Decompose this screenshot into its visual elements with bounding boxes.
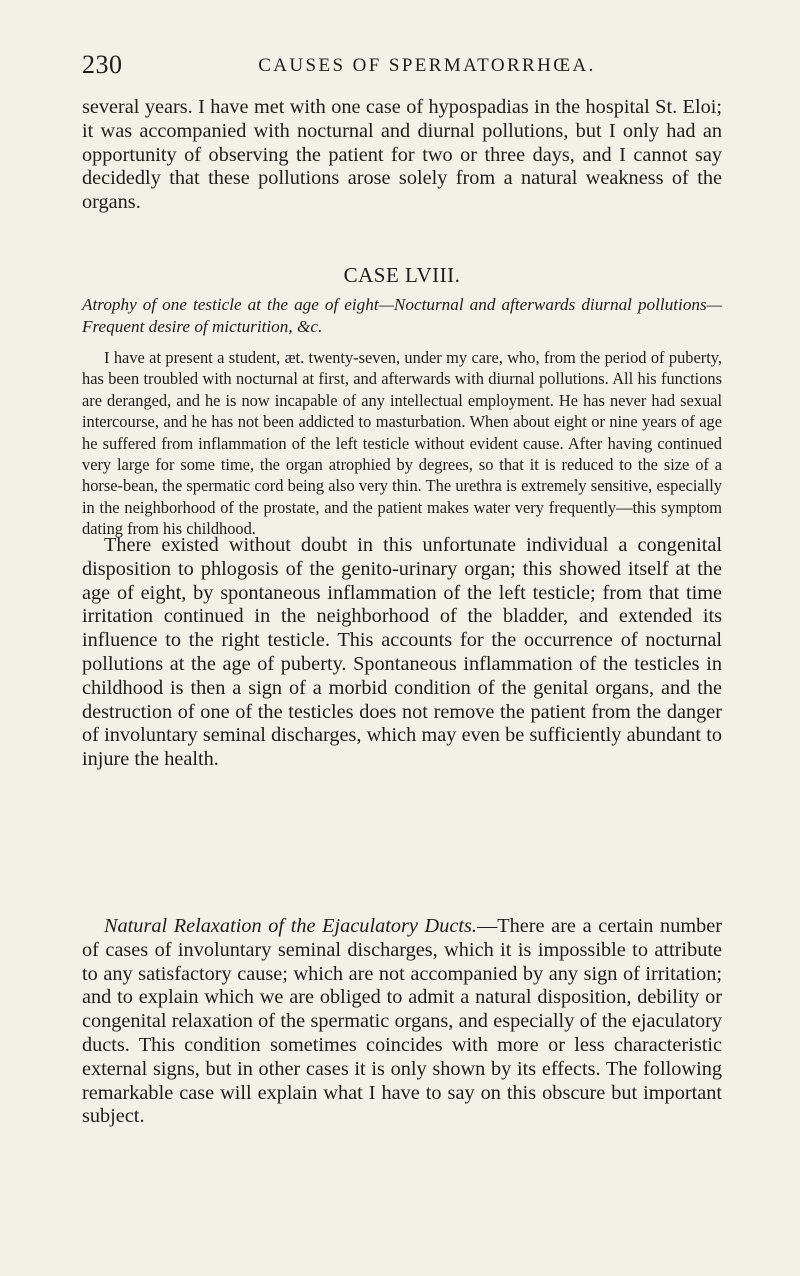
case-title: CASE LVIII.	[343, 263, 461, 287]
running-head: CAUSES OF SPERMATORRHŒA.	[258, 55, 596, 76]
page-header	[82, 50, 722, 90]
section-paragraph	[82, 915, 722, 1129]
case-report-paragraph: I have at present a student, æt. twenty-seven, under my care, who, from the period of puberty, has been troubled with nocturnal at first, and afterwards with diurnal pollutions. All his functions are deranged, and he is now incapable of any intellectual employment. He has never had sexual intercourse, and he has not been addicted to masturbation. When about eight or nine years of age he suffered from inflammation of the left testicle without evident cause. After having continued very large for some time, the organ atrophied by degrees, so that it is reduced to the size of a horse-bean, the spermatic cord being also very thin. The urethra is extremely sensitive, especially in the neighborhood of the prostate, and the patient makes water very frequently—this symptom dating from his childhood.	[82, 348, 722, 539]
section-text: —There are a certain number of cases of involuntary seminal discharges, which it is impossible to attribute to any satisfactory cause; which are not accompanied by any sign of irritation; and to explain which we are obliged to admit a natural disposition, debility or congenital relaxation of the spermatic organs, and especially of the ejaculatory ducts. This condition sometimes coincides with more or less characteristic external signs, but in other cases it is only shown by its effects. The following remarkable case will explain what I have to say on this obscure but important subject.	[82, 915, 723, 1128]
commentary-paragraph: There existed without doubt in this unfortunate individual a congenital disposition to phlogosis of the genito-urinary organ; this showed itself at the age of eight, by spontaneous inflammation of the left testicle; from that time irritation continued in the neighborhood of the bladder, and extended its influence to the right testicle. This accounts for the occurrence of nocturnal pollutions at the age of puberty. Spontaneous inflammation of the testicles in childhood is then a sign of a morbid condition of the genital organs, and the destruction of one of the testicles does not remove the patient from the danger of involuntary seminal discharges, which may even be sufficiently abundant to injure the health.	[82, 534, 722, 771]
continued-paragraph: several years. I have met with one case of hypospadias in the hospital St. Eloi; it was accompanied with nocturnal and diurnal pollutions, but I only had an opportunity of observing the patient for two or three days, and I cannot say decidedly that these pollutions arose solely from a natural weakness of the organs.	[82, 96, 722, 214]
case-subtitle: Atrophy of one testicle at the age of eight—Nocturnal and afterwards diurnal pollutions—Frequent desire of micturition, &c.	[82, 295, 722, 336]
page-number: 230	[82, 50, 123, 79]
section-heading: Natural Relaxation of the Ejaculatory Ducts.	[104, 915, 477, 937]
